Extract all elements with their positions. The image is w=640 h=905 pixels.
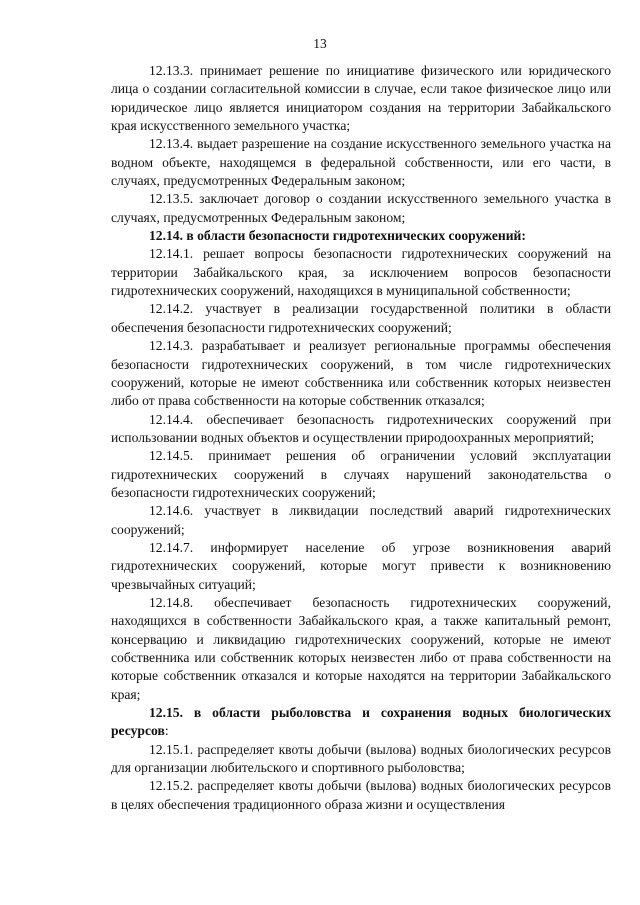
section-heading-12-15-text: 12.15. в области рыболовства и сохранения водных биологических ресурсов xyxy=(111,705,611,739)
paragraph-12-15-2: 12.15.2. распределяет квоты добычи (вылова) водных биологических ресурсов в целях обеспечения традиционного образа жизни и осуществления xyxy=(111,778,611,812)
paragraph-12-14-8: 12.14.8. обеспечивает безопасность гидротехнических сооружений, находящихся в собственности Забайкальского края, а также капитальный ремонт, консервацию и ликвидацию гидротехнических сооружений, которые не имеют собственника или собственник которых неизвестен либо от права собственности на которые собственник отказался и которые находятся на территории Забайкальского края; xyxy=(111,594,611,702)
section-heading-12-14: 12.14. в области безопасности гидротехнических сооружений: xyxy=(149,228,526,244)
paragraph-12-13-4: 12.13.4. выдает разрешение на создание искусственного земельного участка на водном объекте, находящемся в федеральной собственности, или его части, в случаях, предусмотренных Федеральным законом; xyxy=(111,136,611,189)
paragraph-12-14-2: 12.14.2. участвует в реализации государственной политики в области обеспечения безопасности гидротехнических сооружений; xyxy=(111,301,611,335)
section-heading-12-15-colon: : xyxy=(164,723,169,739)
paragraph-12-14-7: 12.14.7. информирует население об угрозе возникновения аварий гидротехнических сооружений, которые могут привести к возникновению чрезвычайных ситуаций; xyxy=(111,539,611,592)
section-heading-12-15 xyxy=(111,704,611,741)
paragraph-12-14-3: 12.14.3. разрабатывает и реализует региональные программы обеспечения безопасности гидротехнических сооружений, в том числе гидротехнических сооружений, которые не имеют собственника или собственник которых неизвестен либо от права собственности на которые собственник отказался; xyxy=(111,338,611,409)
paragraph-12-14-1: 12.14.1. решает вопросы безопасности гидротехнических сооружений на территории Забайкальского края, за исключением вопросов безопасности гидротехнических сооружений, находящихся в муниципальной собственности; xyxy=(111,246,611,299)
paragraph-12-14-6: 12.14.6. участвует в ликвидации последствий аварий гидротехнических сооружений; xyxy=(111,503,611,537)
paragraph-12-13-3: 12.13.3. принимает решение по инициативе физического или юридического лица о создании согласительной комиссии в случае, если такое физическое лицо или юридическое лицо является инициатором создания на территории Забайкальского края искусственного земельного участка; xyxy=(111,63,611,134)
paragraph-12-13-5: 12.13.5. заключает договор о создании искусственного земельного участка в случаях, предусмотренных Федеральным законом; xyxy=(111,191,611,225)
page-number: 13 xyxy=(313,36,327,51)
paragraph-12-15-1: 12.15.1. распределяет квоты добычи (вылова) водных биологических ресурсов для организации любительского и спортивного рыболовства; xyxy=(111,741,611,776)
paragraph-12-14-4: 12.14.4. обеспечивает безопасность гидротехнических сооружений при использовании водных объектов и осуществлении природоохранных мероприятий; xyxy=(111,411,611,445)
paragraph-12-14-5: 12.14.5. принимает решения об ограничении условий эксплуатации гидротехнических сооружений в случаях нарушений законодательства о безопасности гидротехнических сооружений; xyxy=(111,448,611,500)
document-body xyxy=(111,62,611,814)
